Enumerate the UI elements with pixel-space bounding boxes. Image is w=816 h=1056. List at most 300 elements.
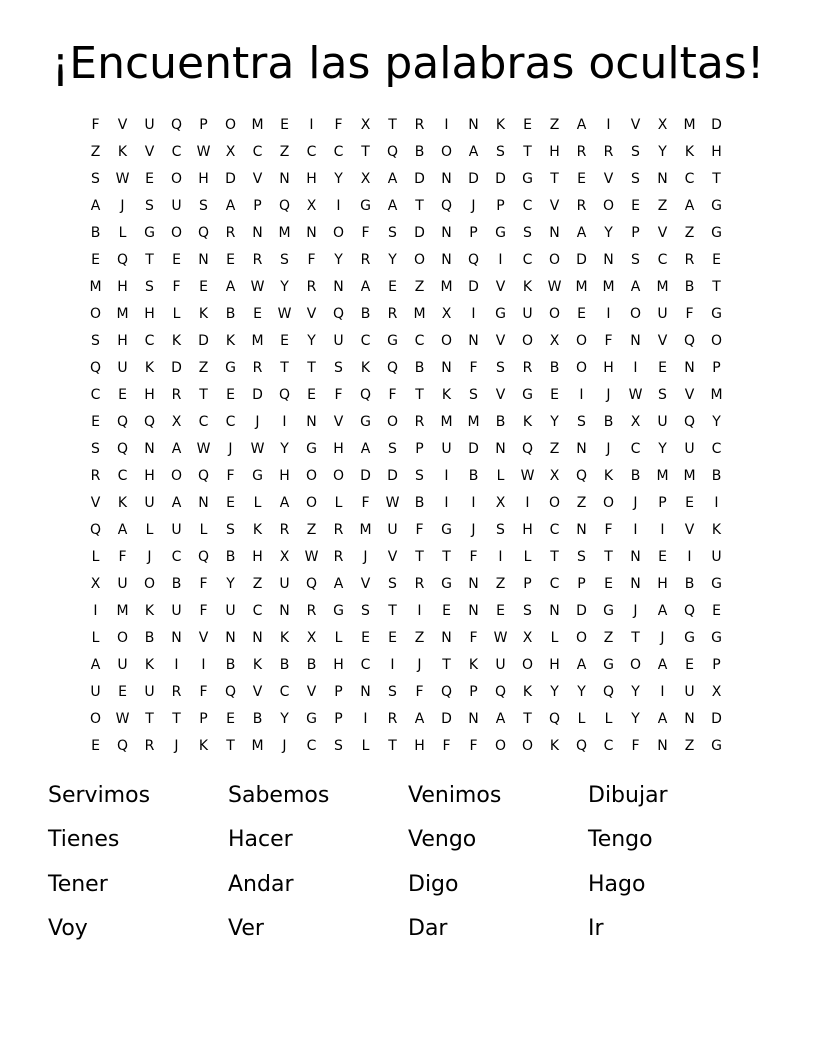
grid-letter: G <box>522 171 533 187</box>
grid-letter: O <box>575 333 588 349</box>
grid-letter: X <box>657 117 668 133</box>
grid-letter: M <box>359 522 372 538</box>
grid-letter: Q <box>575 468 588 484</box>
word-list <box>48 778 768 955</box>
grid-letter: D <box>225 171 236 187</box>
grid-letter: R <box>252 252 263 268</box>
grid-letter: I <box>336 198 341 214</box>
grid-letter: Z <box>576 495 587 511</box>
grid-letter: D <box>576 252 587 268</box>
grid-letter: B <box>414 360 425 376</box>
grid-letter: F <box>415 684 424 700</box>
grid-letter: L <box>199 522 208 538</box>
grid-letter: N <box>468 711 479 727</box>
grid-letter: J <box>660 630 665 646</box>
grid-letter: L <box>604 711 613 727</box>
grid-letter: Q <box>467 252 480 268</box>
grid-letter: W <box>196 144 211 160</box>
grid-letter: O <box>548 495 561 511</box>
grid-letter: M <box>278 225 291 241</box>
grid-letter: L <box>496 468 505 484</box>
grid-row <box>82 220 730 247</box>
grid-letter: L <box>145 522 154 538</box>
grid-letter: K <box>117 144 128 160</box>
grid-letter: N <box>630 576 641 592</box>
grid-row <box>82 301 730 328</box>
grid-letter: E <box>712 603 721 619</box>
grid-letter: I <box>633 522 638 538</box>
grid-letter: Z <box>603 630 614 646</box>
grid-letter: S <box>415 468 424 484</box>
grid-letter: Q <box>224 684 237 700</box>
grid-letter: U <box>225 603 236 619</box>
grid-letter: W <box>493 630 508 646</box>
grid-letter: W <box>277 306 292 322</box>
grid-letter: I <box>471 495 476 511</box>
grid-letter: E <box>442 603 451 619</box>
grid-letter: T <box>523 144 532 160</box>
grid-letter: N <box>630 549 641 565</box>
grid-letter: K <box>522 414 533 430</box>
grid-letter: Z <box>252 576 263 592</box>
grid-letter: I <box>471 306 476 322</box>
grid-letter: I <box>498 252 503 268</box>
grid-letter: R <box>414 414 425 430</box>
grid-letter: N <box>549 225 560 241</box>
grid-letter: G <box>711 630 722 646</box>
grid-letter: N <box>279 171 290 187</box>
grid-letter: K <box>225 333 236 349</box>
grid-letter: Z <box>684 225 695 241</box>
grid-letter: V <box>549 198 560 214</box>
grid-letter: W <box>520 468 535 484</box>
grid-letter: I <box>282 414 287 430</box>
grid-letter: Y <box>388 252 397 268</box>
grid-letter: Q <box>197 468 210 484</box>
grid-letter: M <box>440 414 453 430</box>
grid-letter: M <box>656 468 669 484</box>
grid-letter: O <box>143 576 156 592</box>
grid-letter: S <box>145 198 154 214</box>
grid-letter: M <box>575 279 588 295</box>
word-list-item: Venimos <box>408 783 502 808</box>
grid-letter: O <box>602 495 615 511</box>
grid-letter: O <box>602 198 615 214</box>
grid-letter: S <box>388 225 397 241</box>
grid-letter: Q <box>116 738 129 754</box>
grid-letter: N <box>468 333 479 349</box>
grid-letter: S <box>496 360 505 376</box>
grid-letter: N <box>441 630 452 646</box>
grid-letter: K <box>144 360 155 376</box>
grid-letter: A <box>576 117 587 133</box>
grid-letter: B <box>414 144 425 160</box>
grid-letter: L <box>550 630 559 646</box>
grid-letter: I <box>633 360 638 376</box>
grid-letter: C <box>252 603 263 619</box>
grid-letter: S <box>631 252 640 268</box>
grid-letter: F <box>199 576 208 592</box>
grid-letter: X <box>522 630 533 646</box>
grid-letter: P <box>469 684 478 700</box>
grid-row <box>82 355 730 382</box>
grid-letter: I <box>606 117 611 133</box>
grid-letter: H <box>522 522 533 538</box>
grid-letter: D <box>441 711 452 727</box>
grid-letter: T <box>550 549 559 565</box>
word-list-item: Andar <box>228 871 294 897</box>
grid-letter: N <box>279 603 290 619</box>
grid-letter: W <box>385 495 400 511</box>
grid-letter: A <box>225 279 236 295</box>
grid-letter: I <box>606 306 611 322</box>
grid-letter: H <box>279 468 290 484</box>
grid-letter: B <box>360 306 371 322</box>
grid-letter: F <box>91 117 100 133</box>
grid-letter: H <box>549 144 560 160</box>
grid-letter: J <box>471 198 476 214</box>
grid-letter: S <box>523 603 532 619</box>
grid-letter: V <box>387 549 398 565</box>
grid-letter: N <box>306 225 317 241</box>
grid-letter: K <box>198 738 209 754</box>
grid-letter: V <box>198 630 209 646</box>
grid-letter: R <box>306 603 317 619</box>
grid-letter: F <box>604 333 613 349</box>
grid-letter: E <box>118 684 127 700</box>
grid-letter: H <box>603 360 614 376</box>
grid-letter: U <box>333 333 344 349</box>
word-list-item: Sabemos <box>228 783 330 808</box>
letter-grid <box>82 112 730 760</box>
word-list-item: Dar <box>408 915 448 941</box>
grid-letter: U <box>279 576 290 592</box>
grid-letter: V <box>684 387 695 403</box>
grid-letter: U <box>684 684 695 700</box>
grid-letter: H <box>144 306 155 322</box>
grid-letter: A <box>387 198 398 214</box>
grid-letter: O <box>548 306 561 322</box>
grid-letter: D <box>711 117 722 133</box>
grid-row <box>82 463 730 490</box>
grid-letter: Q <box>278 198 291 214</box>
grid-letter: O <box>548 252 561 268</box>
grid-letter: N <box>657 171 668 187</box>
grid-letter: Q <box>359 387 372 403</box>
grid-letter: Q <box>494 684 507 700</box>
grid-letter: Y <box>550 414 559 430</box>
grid-letter: N <box>576 522 587 538</box>
grid-letter: U <box>657 414 668 430</box>
grid-letter: T <box>604 549 613 565</box>
grid-letter: C <box>522 252 533 268</box>
grid-letter: G <box>252 468 263 484</box>
grid-letter: K <box>522 684 533 700</box>
grid-letter: Q <box>440 684 453 700</box>
grid-letter: E <box>91 738 100 754</box>
grid-letter: X <box>441 306 452 322</box>
grid-letter: S <box>388 576 397 592</box>
grid-letter: Q <box>197 549 210 565</box>
grid-letter: L <box>118 225 127 241</box>
grid-letter: J <box>417 657 422 673</box>
grid-letter: N <box>684 711 695 727</box>
grid-row <box>82 328 730 355</box>
grid-row <box>82 382 730 409</box>
grid-letter: S <box>388 441 397 457</box>
grid-letter: V <box>495 387 506 403</box>
grid-letter: N <box>333 279 344 295</box>
grid-letter: Y <box>280 279 289 295</box>
grid-letter: I <box>93 603 98 619</box>
grid-row <box>82 436 730 463</box>
grid-letter: Z <box>198 360 209 376</box>
word-list-item: Tengo <box>588 827 653 853</box>
grid-letter: P <box>577 576 586 592</box>
grid-letter: S <box>280 252 289 268</box>
grid-letter: C <box>306 144 317 160</box>
grid-letter: G <box>603 603 614 619</box>
grid-letter: J <box>255 414 260 430</box>
grid-row <box>82 544 730 571</box>
grid-letter: D <box>495 171 506 187</box>
grid-letter: M <box>602 279 615 295</box>
grid-letter: E <box>604 576 613 592</box>
grid-letter: O <box>575 630 588 646</box>
grid-letter: D <box>360 468 371 484</box>
grid-letter: H <box>333 441 344 457</box>
grid-letter: W <box>250 279 265 295</box>
grid-letter: A <box>657 603 668 619</box>
grid-letter: R <box>171 387 182 403</box>
grid-letter: J <box>606 441 611 457</box>
grid-letter: U <box>522 306 533 322</box>
grid-letter: Q <box>548 711 561 727</box>
grid-letter: A <box>630 279 641 295</box>
grid-letter: B <box>414 495 425 511</box>
grid-letter: C <box>414 333 425 349</box>
grid-letter: R <box>414 117 425 133</box>
grid-letter: E <box>226 495 235 511</box>
grid-letter: M <box>251 738 264 754</box>
grid-letter: Y <box>577 684 586 700</box>
grid-letter: R <box>387 306 398 322</box>
grid-letter: U <box>711 549 722 565</box>
grid-letter: C <box>360 333 371 349</box>
grid-letter: A <box>90 198 101 214</box>
grid-letter: U <box>171 522 182 538</box>
grid-letter: S <box>658 387 667 403</box>
grid-row <box>82 733 730 760</box>
grid-letter: A <box>333 576 344 592</box>
grid-letter: X <box>360 117 371 133</box>
grid-letter: R <box>279 522 290 538</box>
grid-letter: V <box>252 171 263 187</box>
grid-letter: T <box>226 738 235 754</box>
grid-letter: S <box>631 171 640 187</box>
grid-letter: M <box>683 468 696 484</box>
grid-letter: X <box>549 333 560 349</box>
grid-letter: F <box>307 252 316 268</box>
grid-letter: M <box>89 279 102 295</box>
grid-letter: E <box>631 198 640 214</box>
grid-letter: F <box>604 522 613 538</box>
grid-row <box>82 517 730 544</box>
grid-letter: G <box>387 333 398 349</box>
grid-letter: V <box>360 576 371 592</box>
grid-letter: Y <box>712 414 721 430</box>
grid-letter: T <box>415 549 424 565</box>
grid-letter: I <box>498 549 503 565</box>
grid-letter: G <box>711 576 722 592</box>
grid-letter: K <box>684 144 695 160</box>
grid-row <box>82 193 730 220</box>
grid-letter: J <box>633 603 638 619</box>
grid-letter: G <box>306 711 317 727</box>
grid-letter: D <box>414 225 425 241</box>
grid-letter: S <box>334 360 343 376</box>
grid-letter: X <box>306 630 317 646</box>
grid-letter: Z <box>306 522 317 538</box>
grid-letter: C <box>171 144 182 160</box>
grid-letter: S <box>577 414 586 430</box>
grid-letter: E <box>307 387 316 403</box>
grid-letter: K <box>549 738 560 754</box>
grid-letter: V <box>306 306 317 322</box>
grid-letter: D <box>468 279 479 295</box>
grid-letter: X <box>306 198 317 214</box>
grid-letter: B <box>144 630 155 646</box>
grid-letter: J <box>606 387 611 403</box>
grid-letter: B <box>90 225 101 241</box>
grid-letter: A <box>171 441 182 457</box>
grid-letter: A <box>576 657 587 673</box>
grid-letter: O <box>494 738 507 754</box>
grid-letter: H <box>711 144 722 160</box>
grid-letter: T <box>442 549 451 565</box>
grid-letter: O <box>629 657 642 673</box>
grid-letter: T <box>388 603 397 619</box>
word-list-item: Servimos <box>48 783 151 808</box>
grid-letter: S <box>91 441 100 457</box>
grid-letter: M <box>116 306 129 322</box>
grid-letter: F <box>334 117 343 133</box>
grid-letter: C <box>549 522 560 538</box>
grid-letter: L <box>91 630 100 646</box>
grid-letter: A <box>225 198 236 214</box>
word-list-item: Tener <box>48 871 108 897</box>
grid-letter: A <box>468 144 479 160</box>
grid-row <box>82 274 730 301</box>
grid-letter: O <box>89 306 102 322</box>
grid-letter: B <box>468 468 479 484</box>
grid-letter: H <box>252 549 263 565</box>
grid-letter: K <box>711 522 722 538</box>
grid-letter: C <box>225 414 236 430</box>
grid-letter: I <box>579 387 584 403</box>
grid-letter: Q <box>602 684 615 700</box>
grid-letter: H <box>144 387 155 403</box>
grid-letter: M <box>656 279 669 295</box>
grid-letter: M <box>116 603 129 619</box>
grid-letter: Z <box>657 198 668 214</box>
grid-letter: C <box>90 387 101 403</box>
grid-letter: Q <box>332 306 345 322</box>
grid-letter: C <box>306 738 317 754</box>
grid-letter: H <box>306 171 317 187</box>
grid-letter: R <box>603 144 614 160</box>
grid-row <box>82 571 730 598</box>
grid-letter: T <box>145 252 154 268</box>
grid-letter: X <box>360 171 371 187</box>
grid-letter: N <box>441 252 452 268</box>
grid-letter: O <box>332 468 345 484</box>
grid-letter: F <box>685 306 694 322</box>
word-list-item: Hacer <box>228 827 293 853</box>
grid-letter: V <box>90 495 101 511</box>
grid-letter: L <box>172 306 181 322</box>
grid-letter: J <box>363 549 368 565</box>
grid-letter: D <box>387 468 398 484</box>
grid-letter: Z <box>495 576 506 592</box>
grid-letter: K <box>198 306 209 322</box>
grid-letter: R <box>576 198 587 214</box>
grid-letter: D <box>468 171 479 187</box>
grid-letter: R <box>225 225 236 241</box>
grid-letter: K <box>144 657 155 673</box>
grid-letter: K <box>144 603 155 619</box>
grid-letter: C <box>252 144 263 160</box>
grid-letter: U <box>171 603 182 619</box>
grid-letter: F <box>172 279 181 295</box>
grid-letter: V <box>630 117 641 133</box>
grid-letter: H <box>117 279 128 295</box>
grid-row <box>82 139 730 166</box>
grid-letter: Z <box>414 630 425 646</box>
grid-letter: Z <box>549 117 560 133</box>
grid-letter: I <box>525 495 530 511</box>
grid-letter: C <box>198 414 209 430</box>
grid-letter: Y <box>631 684 640 700</box>
grid-letter: N <box>198 252 209 268</box>
grid-letter: S <box>226 522 235 538</box>
grid-letter: S <box>469 387 478 403</box>
grid-letter: F <box>469 630 478 646</box>
grid-letter: E <box>388 279 397 295</box>
grid-letter: B <box>225 657 236 673</box>
grid-row <box>82 166 730 193</box>
grid-letter: Y <box>631 711 640 727</box>
grid-letter: W <box>196 441 211 457</box>
grid-letter: G <box>603 657 614 673</box>
grid-letter: B <box>684 279 695 295</box>
grid-letter: I <box>444 117 449 133</box>
grid-letter: T <box>523 711 532 727</box>
grid-letter: Q <box>521 441 534 457</box>
grid-letter: T <box>361 144 370 160</box>
grid-row <box>82 409 730 436</box>
grid-letter: S <box>145 279 154 295</box>
grid-letter: U <box>144 684 155 700</box>
grid-letter: Q <box>116 441 129 457</box>
grid-letter: Y <box>226 576 235 592</box>
grid-letter: W <box>547 279 562 295</box>
grid-letter: W <box>250 441 265 457</box>
grid-letter: P <box>523 576 532 592</box>
grid-letter: J <box>174 738 179 754</box>
grid-letter: M <box>440 279 453 295</box>
grid-letter: I <box>363 711 368 727</box>
